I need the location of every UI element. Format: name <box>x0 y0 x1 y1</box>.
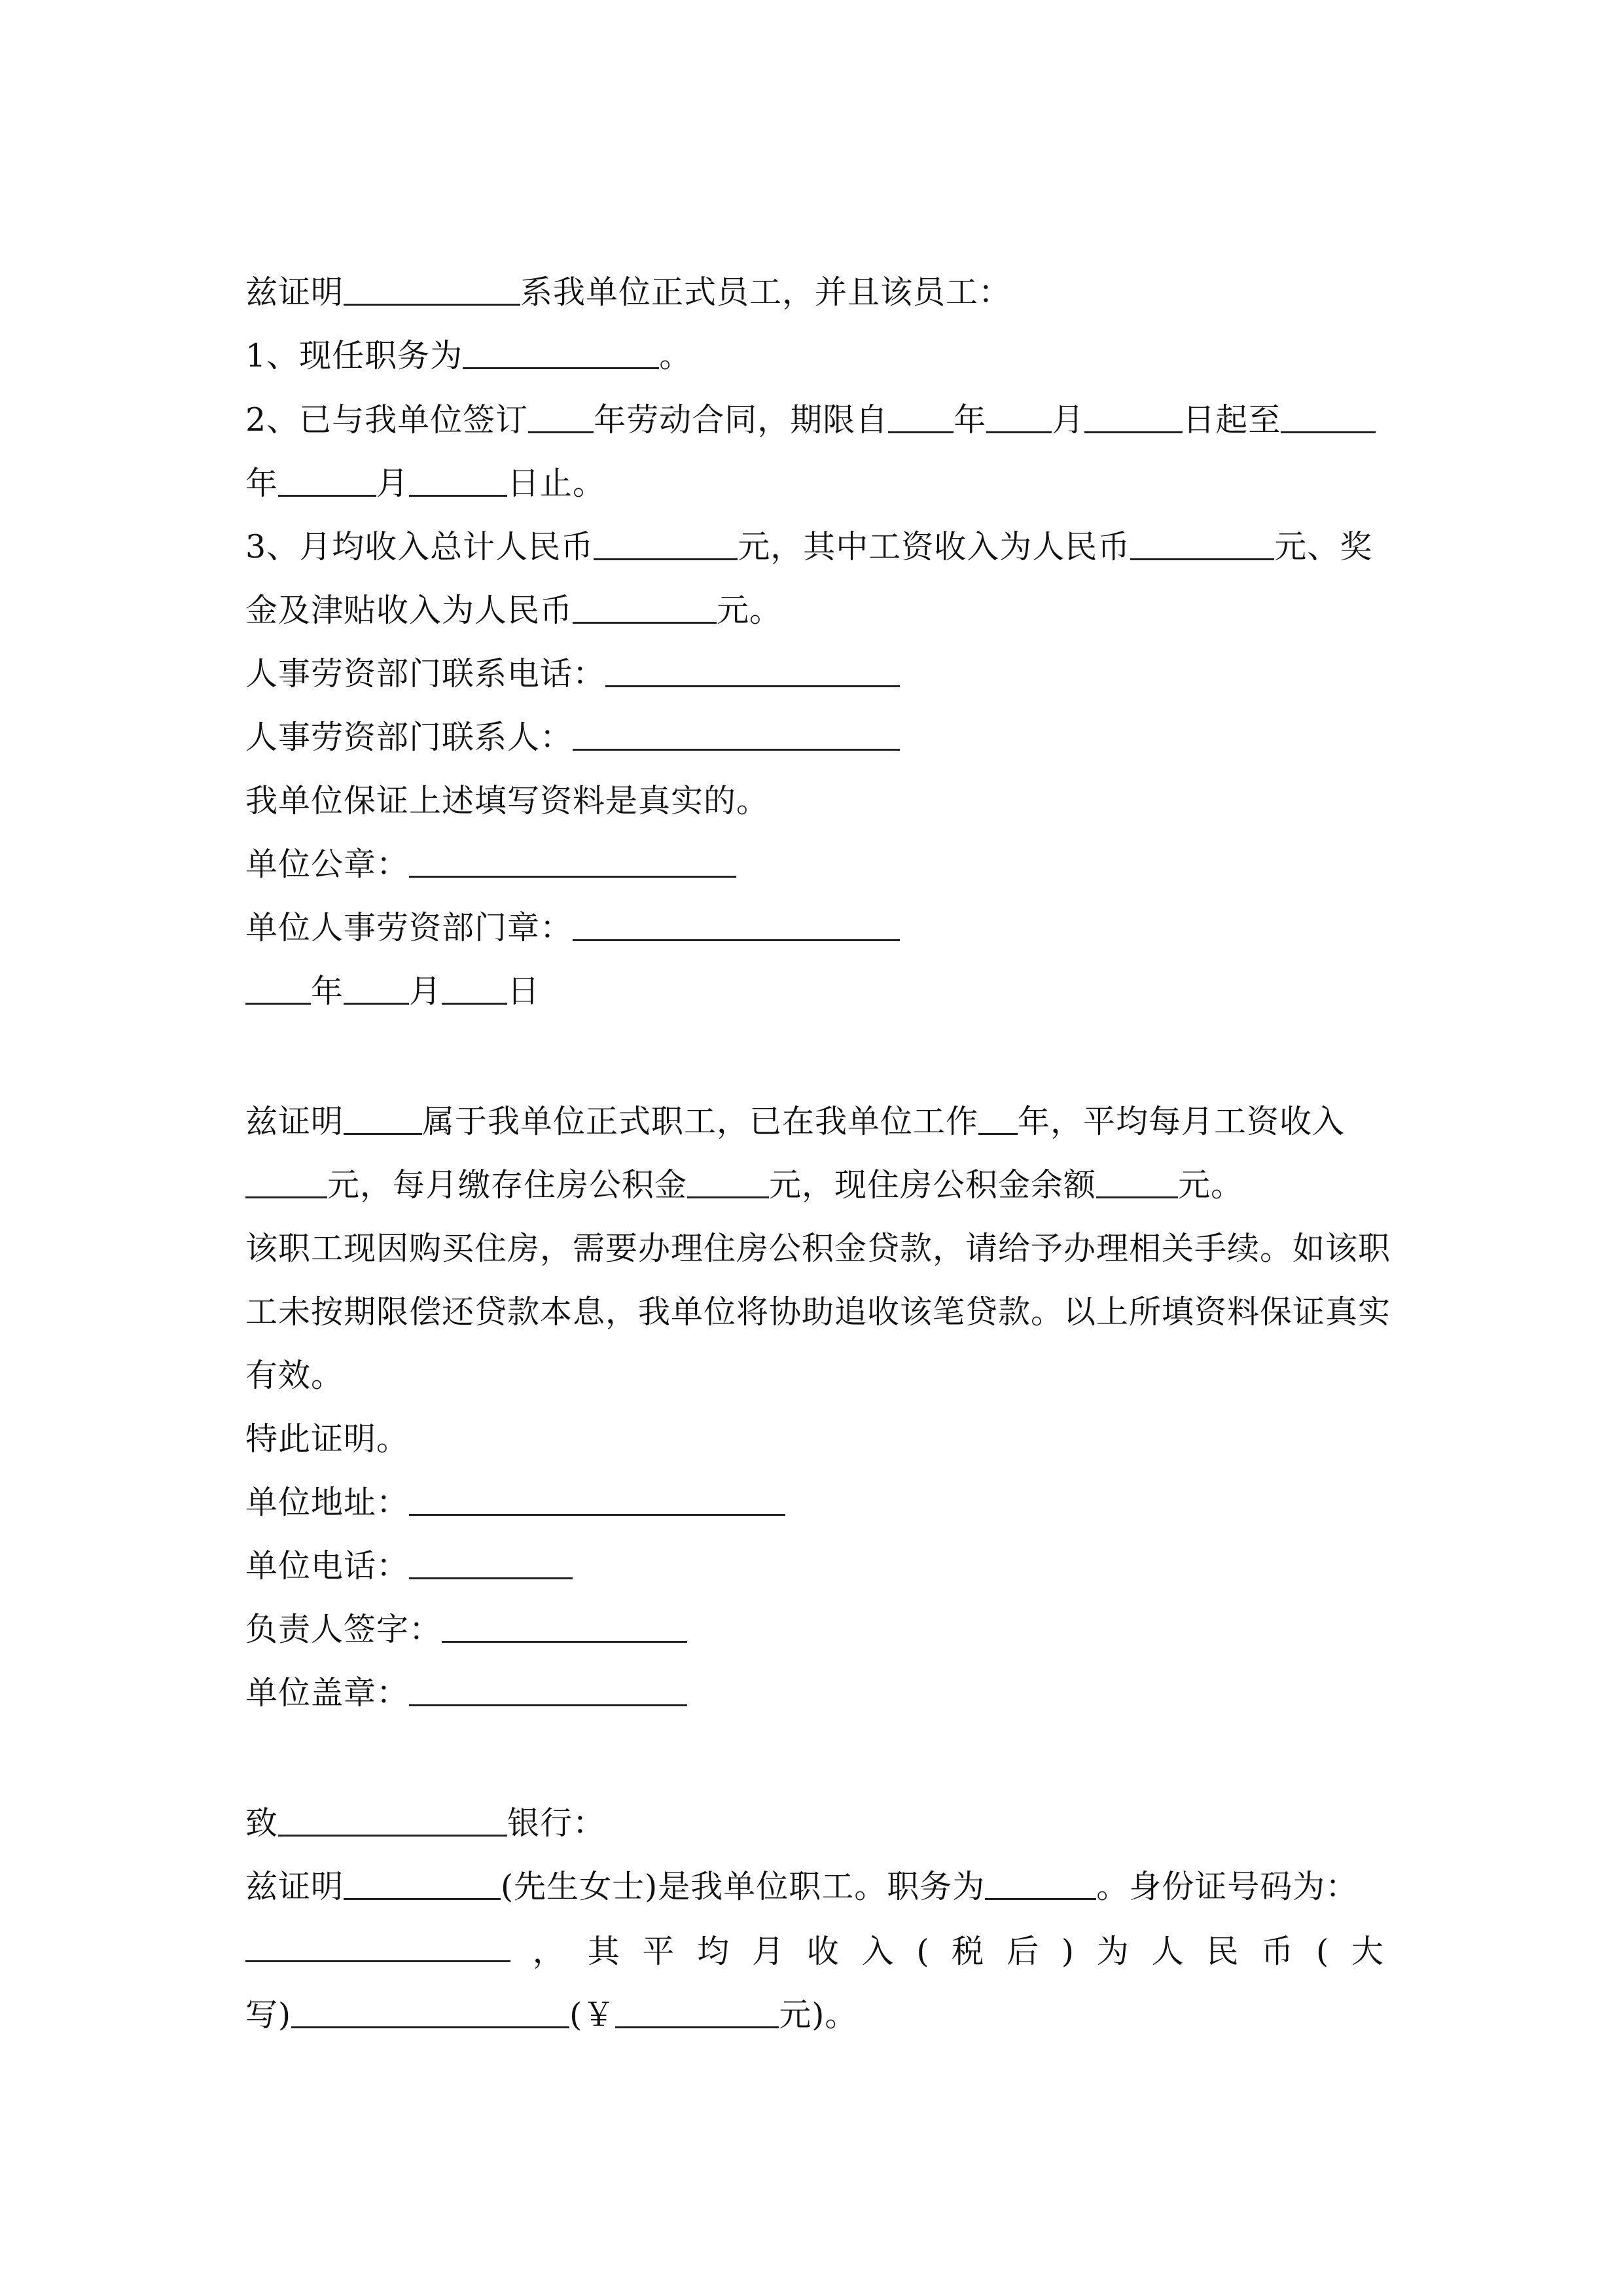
monthly-salary-blank[interactable] <box>245 1158 327 1198</box>
s2-signature-line <box>245 1598 1384 1661</box>
start-day-blank[interactable] <box>1084 393 1183 433</box>
s3-employee-name-blank[interactable] <box>344 1860 501 1900</box>
s1-item2b-text-2: 月 <box>376 465 410 502</box>
s2-intro-text-3: 年，平均每月工资收入 <box>1018 1103 1346 1140</box>
s1-guarantee-line <box>245 769 1384 833</box>
s1-item2-text-2: 年劳动合同，期限自 <box>594 401 889 439</box>
date-month-blank[interactable] <box>344 965 409 1005</box>
s2-closing-text: 特此证明。 <box>245 1420 410 1458</box>
s3-income-line <box>245 1920 1384 1983</box>
end-day-blank[interactable] <box>409 457 507 497</box>
s2-body-line-1 <box>245 1217 1391 1280</box>
address-label: 单位地址： <box>245 1484 410 1521</box>
s3-char: ， <box>532 1933 565 1970</box>
s1-intro-text-1: 兹证明 <box>245 274 344 311</box>
s2-body-text-3: 有效。 <box>245 1357 344 1394</box>
s2-intro-b-text-2: 元，现住房公积金余额 <box>769 1166 1097 1204</box>
s3-intro-text-3: 。身份证号码为： <box>1096 1868 1359 1905</box>
amount-words-blank[interactable] <box>291 1988 569 2028</box>
signature-label: 负责人签字： <box>245 1611 442 1648</box>
date-year-label: 年 <box>311 973 344 1010</box>
s3-to-text-2: 银行： <box>507 1804 606 1842</box>
stamp-label: 单位盖章： <box>245 1674 410 1712</box>
employee-name-blank[interactable] <box>344 266 520 306</box>
s2-body-line-2 <box>245 1280 1391 1344</box>
hr-contact-label: 人事劳资部门联系人： <box>245 719 573 756</box>
phone-label: 单位电话： <box>245 1547 410 1585</box>
total-income-blank[interactable] <box>594 520 738 560</box>
s3-char: 人 <box>1151 1933 1185 1970</box>
s1-item2-line <box>245 388 1384 452</box>
end-year-blank[interactable] <box>1281 393 1376 433</box>
s1-hr-contact-line <box>245 706 1384 769</box>
company-seal-blank[interactable] <box>409 838 736 878</box>
s1-item2b-line <box>245 452 1384 515</box>
s3-char: ( <box>1315 1933 1330 1970</box>
s1-item2-text-4: 月 <box>1052 401 1085 439</box>
s2-intro-text-1: 兹证明 <box>245 1103 344 1140</box>
s3-char: 大 <box>1351 1933 1384 1970</box>
s1-item2b-text-1: 年 <box>245 465 279 502</box>
start-year-blank[interactable] <box>888 393 954 433</box>
amount-number-blank[interactable] <box>615 1988 779 2028</box>
salary-income-blank[interactable] <box>1130 520 1274 560</box>
s3-char: 均 <box>697 1933 730 1970</box>
contract-years-blank[interactable] <box>528 393 594 433</box>
s3-intro-text-2: (先生女士)是我单位职工。职务为 <box>501 1868 986 1905</box>
fund-deposit-blank[interactable] <box>687 1158 769 1198</box>
work-years-blank[interactable] <box>978 1095 1018 1135</box>
s2-body-text-2: 工未按期限偿还贷款本息，我单位将协助追收该笔贷款。以上所填资料保证真实 <box>245 1293 1391 1331</box>
s1-item3-text-2: 元，其中工资收入为人民币 <box>738 528 1131 565</box>
company-seal-label: 单位公章： <box>245 846 410 883</box>
s3-char: 民 <box>1206 1933 1240 1970</box>
s1-item3-text-1: 3、月均收入总计人民币 <box>245 528 594 565</box>
s1-hr-seal-line <box>245 896 1384 960</box>
s1-item1-text-1: 1、现任职务为 <box>245 337 463 374</box>
s1-item1-text-2: 。 <box>659 337 692 374</box>
s3-to-text-1: 致 <box>245 1804 279 1842</box>
s2-address-line <box>245 1471 1384 1534</box>
s1-item3-text-3: 元、奖 <box>1274 528 1373 565</box>
position-blank[interactable] <box>463 329 659 369</box>
s3-intro-line <box>245 1855 1384 1918</box>
s2-stamp-line <box>245 1661 1384 1725</box>
s1-date-line <box>245 960 1384 1023</box>
guarantee-text: 我单位保证上述填写资料是真实的。 <box>245 782 770 819</box>
s1-item2-text-1: 2、已与我单位签订 <box>245 401 529 439</box>
signature-blank[interactable] <box>442 1603 687 1643</box>
hr-contact-blank[interactable] <box>573 711 900 751</box>
s2-intro-b-text-1: 元，每月缴存住房公积金 <box>327 1166 688 1204</box>
s3-char: 收 <box>806 1933 840 1970</box>
fund-balance-blank[interactable] <box>1096 1158 1178 1198</box>
s3-amount-line <box>245 1983 1384 2047</box>
s3-to-line <box>245 1791 1384 1855</box>
s1-intro-text-2: 系我单位正式员工，并且该员工： <box>520 274 1012 311</box>
s3-char: ) <box>1061 1933 1075 1970</box>
s1-item3b-text-2: 元。 <box>717 592 783 629</box>
s3-char: 税 <box>952 1933 985 1970</box>
s3-intro-text-1: 兹证明 <box>245 1868 344 1905</box>
date-year-blank[interactable] <box>245 965 311 1005</box>
address-blank[interactable] <box>409 1476 785 1516</box>
s1-item3-line <box>245 515 1384 579</box>
s1-item2b-text-3: 日止。 <box>507 465 606 502</box>
s1-item1-line <box>245 324 1384 387</box>
stamp-blank[interactable] <box>409 1666 687 1706</box>
s3-amount-text-3: 元)。 <box>779 1996 858 2034</box>
s2-intro-b-text-3: 元。 <box>1178 1166 1244 1204</box>
s2-intro-text-2: 属于我单位正式职工，已在我单位工作 <box>422 1103 979 1140</box>
s2-intro-line <box>245 1090 1384 1153</box>
s3-char: 平 <box>642 1933 675 1970</box>
s3-char: 后 <box>1007 1933 1040 1970</box>
s3-char: 其 <box>587 1933 620 1970</box>
id-number-blank[interactable] <box>245 1922 510 1962</box>
s1-item2-text-5: 日起至 <box>1183 401 1281 439</box>
s1-item2-text-3: 年 <box>954 401 987 439</box>
hr-seal-blank[interactable] <box>573 901 900 941</box>
s2-closing-line <box>245 1407 1384 1471</box>
s3-amount-text-2: (￥ <box>569 1996 616 2034</box>
s1-item3b-line <box>245 579 1384 642</box>
s1-item3b-text-1: 金及津贴收入为人民币 <box>245 592 573 629</box>
s3-amount-text-1: 写) <box>245 1996 292 2034</box>
hr-phone-label: 人事劳资部门联系电话： <box>245 655 606 692</box>
s2-body-line-3 <box>245 1344 1384 1407</box>
bonus-income-blank[interactable] <box>573 584 717 624</box>
s1-intro-line <box>245 260 1384 324</box>
s1-company-seal-line <box>245 833 1384 896</box>
hr-seal-label: 单位人事劳资部门章： <box>245 909 573 946</box>
s3-char: 月 <box>751 1933 785 1970</box>
hr-phone-blank[interactable] <box>605 647 900 687</box>
end-year-2-blank[interactable] <box>278 457 376 497</box>
s3-char: 币 <box>1261 1933 1294 1970</box>
s2-employee-name-blank[interactable] <box>344 1095 422 1135</box>
s2-body-text-1: 该职工现因购买住房，需要办理住房公积金贷款，请给予办理相关手续。如该职 <box>245 1230 1391 1267</box>
s2-phone-line <box>245 1534 1384 1598</box>
s3-char: ( <box>916 1933 930 1970</box>
s2-intro-b-line <box>245 1153 1384 1217</box>
bank-name-blank[interactable] <box>278 1797 507 1837</box>
s3-char: 为 <box>1096 1933 1130 1970</box>
s3-char: 入 <box>861 1933 895 1970</box>
s3-position-blank[interactable] <box>985 1860 1096 1900</box>
s1-hr-phone-line <box>245 642 1384 706</box>
date-month-label: 月 <box>409 973 442 1010</box>
date-day-blank[interactable] <box>442 965 507 1005</box>
start-month-blank[interactable] <box>986 393 1052 433</box>
date-day-label: 日 <box>507 973 541 1010</box>
phone-blank[interactable] <box>409 1539 573 1579</box>
